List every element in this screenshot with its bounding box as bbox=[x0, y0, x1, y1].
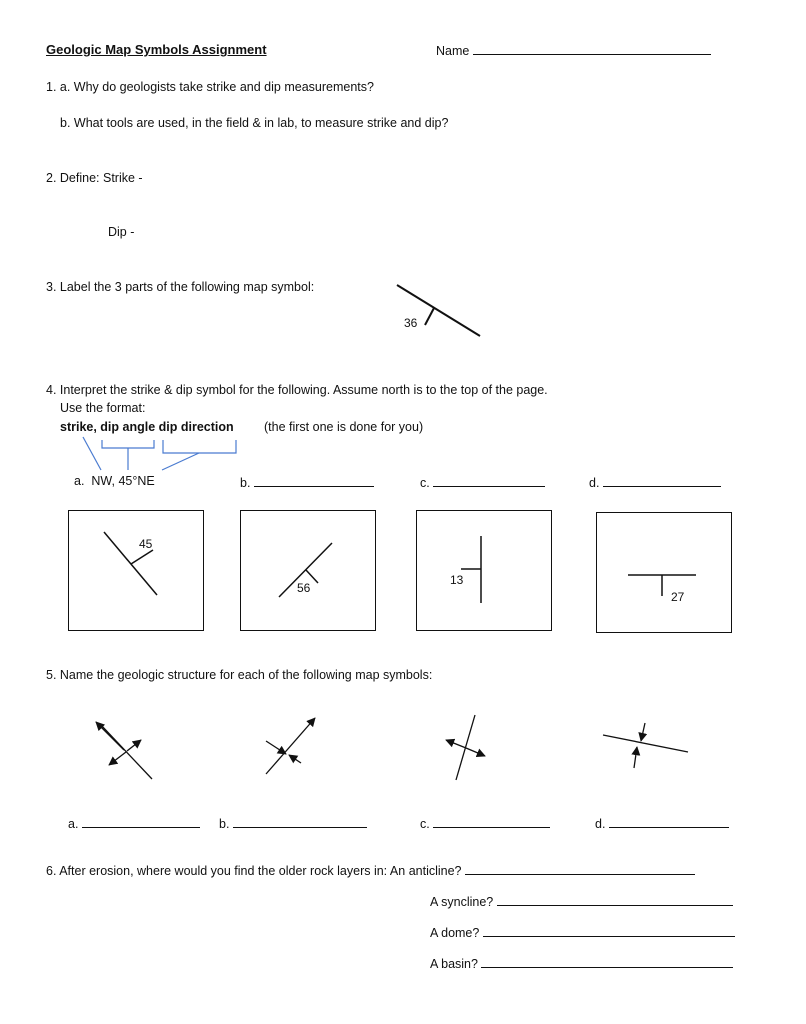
q5-a-arrow-left bbox=[109, 752, 126, 765]
syncline-row[interactable] bbox=[430, 893, 733, 909]
q5-item-c-blank[interactable] bbox=[433, 815, 550, 828]
dome-blank[interactable] bbox=[483, 924, 735, 937]
question-4-prompt: 4. Interpret the strike & dip symbol for the following. Assume north is to the top of the page. bbox=[46, 383, 548, 397]
question-1a: 1. a. Why do geologists take strike and dip measurements? bbox=[46, 80, 374, 94]
q5-item-d-label: d. bbox=[595, 817, 606, 831]
q5-a-arrow-right bbox=[127, 740, 141, 751]
basin-blank[interactable] bbox=[481, 955, 733, 968]
q5-d-arrow-top bbox=[641, 723, 645, 741]
q5-item-b[interactable] bbox=[219, 815, 367, 831]
q4-c-dip: 13 bbox=[450, 573, 464, 587]
q5-symbol-c bbox=[446, 715, 485, 780]
q4-item-a-answer: NW, 45°NE bbox=[91, 474, 155, 488]
question-2-dip: Dip - bbox=[108, 225, 135, 239]
q5-item-d[interactable] bbox=[595, 815, 729, 831]
q4-d-dip: 27 bbox=[671, 590, 685, 604]
dome-label: A dome? bbox=[430, 926, 480, 940]
page-title: Geologic Map Symbols Assignment bbox=[46, 42, 267, 57]
dome-row[interactable] bbox=[430, 924, 735, 940]
q5-symbol-a bbox=[96, 722, 152, 779]
q5-item-c[interactable] bbox=[420, 815, 550, 831]
q5-item-a[interactable] bbox=[68, 815, 200, 831]
question-4-format: strike, dip angle dip direction bbox=[60, 420, 234, 434]
question-6-prompt: 6. After erosion, where would you find the older rock layers in: An anticline? bbox=[46, 864, 462, 878]
question-3-prompt: 3. Label the 3 parts of the following map symbol: bbox=[46, 280, 315, 294]
q5-symbol-b bbox=[266, 718, 315, 774]
anticline-blank[interactable] bbox=[465, 862, 695, 875]
q5-item-a-label: a. bbox=[68, 817, 79, 831]
q5-item-d-blank[interactable] bbox=[609, 815, 729, 828]
question-5-prompt: 5. Name the geologic structure for each of the following map symbols: bbox=[46, 668, 433, 682]
syncline-label: A syncline? bbox=[430, 895, 494, 909]
q4-item-d-label: d. bbox=[589, 476, 600, 490]
q5-a-arrow-up bbox=[96, 722, 124, 750]
q5-b-arrow-left bbox=[266, 741, 286, 754]
q5-c-arrow-left bbox=[446, 740, 466, 748]
q5-symbol-d bbox=[603, 723, 688, 768]
q5-item-c-label: c. bbox=[420, 817, 430, 831]
q4-a-dip: 45 bbox=[139, 537, 153, 551]
question-1b: b. What tools are used, in the field & in lab, to measure strike and dip? bbox=[60, 116, 449, 130]
q5-b-arrow-right bbox=[289, 755, 301, 763]
basin-label: A basin? bbox=[430, 957, 478, 971]
q4-item-a-label: a. bbox=[74, 474, 85, 488]
q4-item-c-label: c. bbox=[420, 476, 430, 490]
syncline-blank[interactable] bbox=[497, 893, 733, 906]
name-label: Name bbox=[436, 44, 470, 58]
question-2-strike: 2. Define: Strike - bbox=[46, 171, 143, 185]
question-4-note: (the first one is done for you) bbox=[264, 420, 424, 434]
q5-c-arrow-right bbox=[466, 748, 485, 756]
question-6[interactable] bbox=[46, 862, 695, 878]
basin-row[interactable] bbox=[430, 955, 733, 971]
q5-a-axis bbox=[100, 724, 152, 779]
q5-d-axis bbox=[603, 735, 688, 752]
question-4-use-format: Use the format: bbox=[60, 401, 146, 415]
q4-b-dip: 56 bbox=[297, 581, 311, 595]
q4-item-b-label: b. bbox=[240, 476, 251, 490]
q5-d-arrow-bottom bbox=[634, 747, 637, 768]
q5-item-b-label: b. bbox=[219, 817, 230, 831]
q5-item-a-blank[interactable] bbox=[82, 815, 200, 828]
q5-item-b-blank[interactable] bbox=[233, 815, 367, 828]
q3-dip-value: 36 bbox=[404, 316, 418, 330]
